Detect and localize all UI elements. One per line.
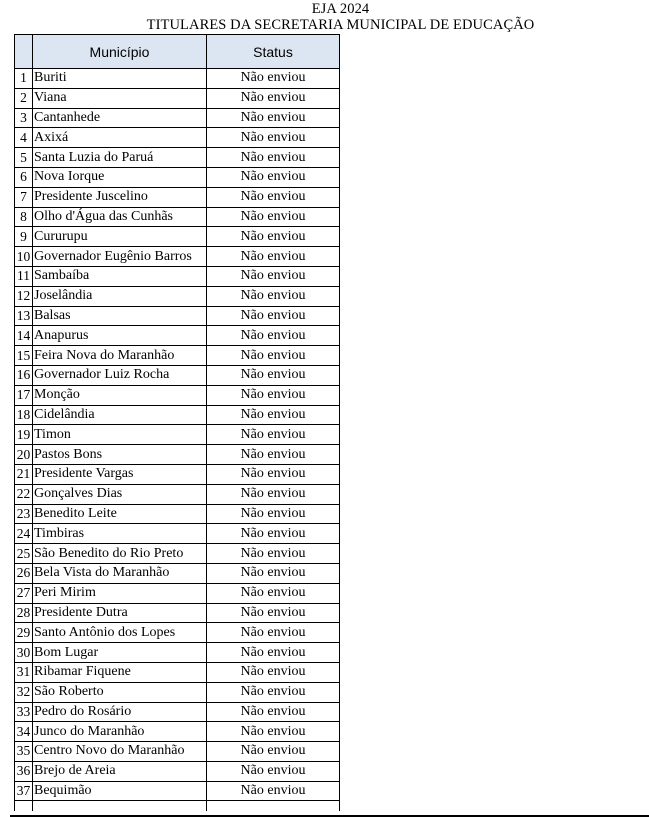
row-number: 6 <box>15 167 33 187</box>
status-cell: Não enviou <box>207 405 340 425</box>
row-number: 30 <box>15 643 33 663</box>
status-cell: Não enviou <box>207 346 340 366</box>
table-row <box>15 643 340 663</box>
municipio-cell: Santo Antônio dos Lopes <box>33 623 207 643</box>
municipio-cell: Timbiras <box>33 524 207 544</box>
municipio-cell: Santa Luzia do Paruá <box>33 148 207 168</box>
row-number: 13 <box>15 306 33 326</box>
status-cell: Não enviou <box>207 326 340 346</box>
table-row <box>15 405 340 425</box>
table-row <box>15 365 340 385</box>
table-row <box>15 781 340 801</box>
status-cell: Não enviou <box>207 69 340 89</box>
status-cell: Não enviou <box>207 603 340 623</box>
table-row <box>15 167 340 187</box>
status-cell: Não enviou <box>207 108 340 128</box>
table-row <box>15 742 340 762</box>
row-number: 11 <box>15 266 33 286</box>
empty-cell <box>207 801 340 812</box>
row-number: 35 <box>15 742 33 762</box>
table-row <box>15 682 340 702</box>
municipio-cell: Centro Novo do Maranhão <box>33 742 207 762</box>
status-cell: Não enviou <box>207 286 340 306</box>
row-number: 20 <box>15 445 33 465</box>
table-row <box>15 247 340 267</box>
table-row <box>15 306 340 326</box>
table-row <box>15 148 340 168</box>
row-number: 23 <box>15 504 33 524</box>
status-cell: Não enviou <box>207 385 340 405</box>
municipio-cell: Ribamar Fiquene <box>33 662 207 682</box>
table-row <box>15 207 340 227</box>
status-cell: Não enviou <box>207 662 340 682</box>
table-row <box>15 286 340 306</box>
status-cell: Não enviou <box>207 306 340 326</box>
status-cell: Não enviou <box>207 365 340 385</box>
status-cell: Não enviou <box>207 247 340 267</box>
municipio-cell: Bom Lugar <box>33 643 207 663</box>
table-row <box>15 464 340 484</box>
table-row <box>15 722 340 742</box>
row-number: 4 <box>15 128 33 148</box>
row-number: 12 <box>15 286 33 306</box>
table-row <box>15 623 340 643</box>
municipio-cell: Axixá <box>33 128 207 148</box>
document-title: TITULARES DA SECRETARIA MUNICIPAL DE EDUCAÇÃO <box>146 17 535 33</box>
municipio-cell: Presidente Juscelino <box>33 187 207 207</box>
table-row <box>15 524 340 544</box>
empty-cell <box>33 801 207 812</box>
status-cell: Não enviou <box>207 544 340 564</box>
table-row <box>15 425 340 445</box>
table-row <box>15 88 340 108</box>
municipio-cell: Joselândia <box>33 286 207 306</box>
status-cell: Não enviou <box>207 702 340 722</box>
municipio-cell: Pedro do Rosário <box>33 702 207 722</box>
status-cell: Não enviou <box>207 563 340 583</box>
row-number: 22 <box>15 484 33 504</box>
municipio-cell: Cidelândia <box>33 405 207 425</box>
row-number: 5 <box>15 148 33 168</box>
table-row <box>15 266 340 286</box>
row-number: 25 <box>15 544 33 564</box>
municipio-cell: Pastos Bons <box>33 445 207 465</box>
status-cell: Não enviou <box>207 504 340 524</box>
table-row <box>15 385 340 405</box>
municipio-cell: Brejo de Areia <box>33 761 207 781</box>
status-cell: Não enviou <box>207 266 340 286</box>
municipio-cell: Governador Luiz Rocha <box>33 365 207 385</box>
table-row <box>15 108 340 128</box>
municipio-cell: Balsas <box>33 306 207 326</box>
row-number: 19 <box>15 425 33 445</box>
table-row <box>15 484 340 504</box>
municipio-cell: Buriti <box>33 69 207 89</box>
row-number: 7 <box>15 187 33 207</box>
table-row <box>15 326 340 346</box>
status-column-header: Status <box>207 35 340 69</box>
status-cell: Não enviou <box>207 643 340 663</box>
row-number: 16 <box>15 365 33 385</box>
status-cell: Não enviou <box>207 682 340 702</box>
status-cell: Não enviou <box>207 464 340 484</box>
row-number: 15 <box>15 346 33 366</box>
row-number: 9 <box>15 227 33 247</box>
municipios-table <box>14 34 340 811</box>
row-number: 33 <box>15 702 33 722</box>
row-number: 29 <box>15 623 33 643</box>
status-cell: Não enviou <box>207 167 340 187</box>
number-column-header <box>15 35 33 69</box>
row-number: 31 <box>15 662 33 682</box>
row-number: 21 <box>15 464 33 484</box>
municipio-cell: Timon <box>33 425 207 445</box>
municipio-cell: Olho d'Água das Cunhãs <box>33 207 207 227</box>
municipio-cell: Benedito Leite <box>33 504 207 524</box>
row-number: 3 <box>15 108 33 128</box>
municipio-column-header: Município <box>33 35 207 69</box>
table-row <box>15 227 340 247</box>
status-cell: Não enviou <box>207 524 340 544</box>
table-header-row <box>15 35 340 69</box>
municipio-cell: Nova Iorque <box>33 167 207 187</box>
status-cell: Não enviou <box>207 623 340 643</box>
status-cell: Não enviou <box>207 148 340 168</box>
status-cell: Não enviou <box>207 761 340 781</box>
municipio-cell: São Roberto <box>33 682 207 702</box>
table-row <box>15 128 340 148</box>
municipio-cell: Viana <box>33 88 207 108</box>
row-number: 34 <box>15 722 33 742</box>
empty-cell <box>15 801 33 812</box>
status-cell: Não enviou <box>207 583 340 603</box>
municipio-cell: Sambaíba <box>33 266 207 286</box>
municipio-cell: Junco do Maranhão <box>33 722 207 742</box>
document-title-year: EJA 2024 <box>311 1 370 17</box>
status-cell: Não enviou <box>207 781 340 801</box>
row-number: 17 <box>15 385 33 405</box>
table-row <box>15 563 340 583</box>
municipio-cell: São Benedito do Rio Preto <box>33 544 207 564</box>
row-number: 32 <box>15 682 33 702</box>
table-row <box>15 603 340 623</box>
row-number: 27 <box>15 583 33 603</box>
table-row-empty <box>15 801 340 812</box>
status-cell: Não enviou <box>207 445 340 465</box>
table-row <box>15 187 340 207</box>
table-row <box>15 583 340 603</box>
status-cell: Não enviou <box>207 722 340 742</box>
row-number: 37 <box>15 781 33 801</box>
table-row <box>15 662 340 682</box>
status-cell: Não enviou <box>207 207 340 227</box>
row-number: 2 <box>15 88 33 108</box>
row-number: 14 <box>15 326 33 346</box>
row-number: 26 <box>15 563 33 583</box>
municipio-cell: Monção <box>33 385 207 405</box>
table-row <box>15 504 340 524</box>
municipio-cell: Presidente Vargas <box>33 464 207 484</box>
municipio-cell: Bequimão <box>33 781 207 801</box>
table-row <box>15 445 340 465</box>
table-row <box>15 346 340 366</box>
status-cell: Não enviou <box>207 227 340 247</box>
municipio-cell: Governador Eugênio Barros <box>33 247 207 267</box>
municipio-cell: Bela Vista do Maranhão <box>33 563 207 583</box>
row-number: 10 <box>15 247 33 267</box>
status-cell: Não enviou <box>207 742 340 762</box>
row-number: 24 <box>15 524 33 544</box>
status-cell: Não enviou <box>207 425 340 445</box>
municipio-cell: Gonçalves Dias <box>33 484 207 504</box>
municipio-cell: Presidente Dutra <box>33 603 207 623</box>
row-number: 18 <box>15 405 33 425</box>
status-cell: Não enviou <box>207 484 340 504</box>
row-number: 8 <box>15 207 33 227</box>
row-number: 28 <box>15 603 33 623</box>
row-number: 36 <box>15 761 33 781</box>
municipio-cell: Peri Mirim <box>33 583 207 603</box>
table-row <box>15 702 340 722</box>
table-row <box>15 69 340 89</box>
status-cell: Não enviou <box>207 88 340 108</box>
municipio-cell: Cururupu <box>33 227 207 247</box>
status-cell: Não enviou <box>207 128 340 148</box>
status-cell: Não enviou <box>207 187 340 207</box>
municipio-cell: Anapurus <box>33 326 207 346</box>
row-number: 1 <box>15 69 33 89</box>
table-row <box>15 761 340 781</box>
municipio-cell: Cantanhede <box>33 108 207 128</box>
municipio-cell: Feira Nova do Maranhão <box>33 346 207 366</box>
table-row <box>15 544 340 564</box>
